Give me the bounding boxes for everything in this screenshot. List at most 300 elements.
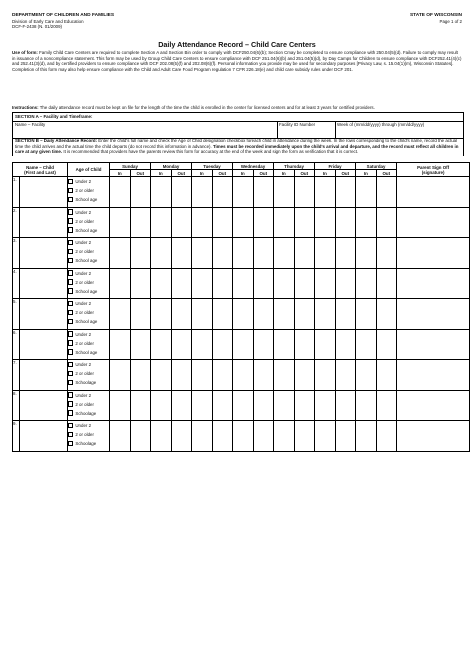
age-option-label: School age xyxy=(75,227,98,233)
age-option[interactable] xyxy=(68,360,109,369)
time-in-cell[interactable] xyxy=(274,177,295,208)
age-option-label: Under 2 xyxy=(75,179,92,184)
time-in-cell[interactable] xyxy=(356,329,377,360)
time-out-cell[interactable] xyxy=(335,390,356,421)
time-in-cell[interactable] xyxy=(233,238,254,269)
time-in-cell[interactable] xyxy=(356,360,377,391)
age-option[interactable] xyxy=(68,238,109,247)
age-option[interactable] xyxy=(68,308,109,317)
parent-sign-off-header-line2: (signature) xyxy=(421,169,445,175)
child-name-field[interactable] xyxy=(20,390,68,421)
age-option[interactable] xyxy=(68,348,109,357)
time-in-cell[interactable] xyxy=(151,329,172,360)
time-out-cell[interactable] xyxy=(212,421,233,452)
time-in-cell[interactable] xyxy=(356,299,377,330)
time-out-cell[interactable] xyxy=(212,177,233,208)
row-number: 8. xyxy=(13,390,20,421)
time-in-cell[interactable] xyxy=(315,177,336,208)
time-out-cell[interactable] xyxy=(130,329,151,360)
child-name-field[interactable] xyxy=(20,329,68,360)
time-in-cell[interactable] xyxy=(315,299,336,330)
time-out-cell[interactable] xyxy=(171,268,192,299)
time-in-cell[interactable] xyxy=(192,329,213,360)
time-out-cell[interactable] xyxy=(294,329,315,360)
time-in-cell[interactable] xyxy=(151,238,172,269)
age-option-label: School age xyxy=(75,197,98,202)
age-option[interactable] xyxy=(68,409,109,418)
time-in-cell[interactable] xyxy=(110,299,131,330)
time-in-header: In xyxy=(274,170,295,177)
child-row xyxy=(13,238,470,269)
time-in-cell[interactable] xyxy=(274,207,295,238)
age-option-label: School age xyxy=(75,349,98,355)
time-in-cell[interactable] xyxy=(151,177,172,208)
time-in-cell[interactable] xyxy=(192,238,213,269)
time-out-cell[interactable] xyxy=(294,360,315,391)
age-option-label: 2 or older xyxy=(75,401,94,407)
time-out-cell[interactable] xyxy=(253,238,274,269)
time-out-header: Out xyxy=(294,170,315,177)
time-in-cell[interactable] xyxy=(110,360,131,391)
time-out-header: Out xyxy=(130,170,151,177)
time-in-cell[interactable] xyxy=(315,390,336,421)
time-in-cell[interactable] xyxy=(233,329,254,360)
child-row xyxy=(13,207,470,238)
time-in-cell[interactable] xyxy=(151,421,172,452)
time-out-cell[interactable] xyxy=(335,299,356,330)
time-in-cell[interactable] xyxy=(110,268,131,299)
child-name-field[interactable] xyxy=(20,360,68,391)
age-of-child-options xyxy=(68,238,110,269)
age-checkbox[interactable] xyxy=(68,279,73,284)
time-in-cell[interactable] xyxy=(233,360,254,391)
use-of-form-text: Family Child Care Centers are required to complete Section A and Section Bin order to comply with DCF250.04(6)(b); Section Cmay be completed to ensure compliance with 250.04(5)(d). Failure to comply may result in issuance of a noncompliance statement. This form may be used by Group Child Care Centers to ensure compliance with DCF 251.04(6)(b) and 251.04(5)(d), by Day Camps for Children to ensure compliance with DCF252.41(4)(c) and 252.41(3)(d), and by certified providers to ensure compliance with DCF 202.08(5)(f) and 202.08(6)(f). Personal information you provide may be used for secondary purposes [Privacy Law, s. 15.04(1)(m), Wisconsin Statutes]. Completion of this form may also help ensure compliance with the Child and Adult Care Food Program regulation 7 CFR 226.18(e) and child care subsidy rules under DCF 201. xyxy=(12,50,462,73)
divider xyxy=(277,121,278,138)
age-option-label: 2 or older xyxy=(75,249,94,254)
time-in-cell[interactable] xyxy=(274,299,295,330)
age-option-label: School age xyxy=(75,319,98,324)
time-out-cell[interactable] xyxy=(335,177,356,208)
age-option[interactable] xyxy=(68,186,109,195)
age-of-child-options xyxy=(68,329,110,360)
age-of-child-options xyxy=(68,177,110,208)
row-number: 1. xyxy=(13,177,20,208)
age-option[interactable] xyxy=(68,439,109,448)
time-out-header: Out xyxy=(212,170,233,177)
age-option-label: 2 or older xyxy=(75,279,94,285)
time-in-header: In xyxy=(110,170,131,177)
time-out-cell[interactable] xyxy=(253,177,274,208)
age-checkbox[interactable] xyxy=(68,410,73,415)
time-out-header: Out xyxy=(253,170,274,177)
age-option-label: 2 or older xyxy=(75,432,94,437)
time-in-cell[interactable] xyxy=(356,390,377,421)
time-out-cell[interactable] xyxy=(171,390,192,421)
age-option[interactable] xyxy=(68,247,109,256)
age-checkbox[interactable] xyxy=(68,371,73,376)
child-row xyxy=(13,390,470,421)
attendance-grid xyxy=(12,162,470,452)
age-checkbox[interactable] xyxy=(68,349,73,354)
child-name-field[interactable] xyxy=(20,238,68,269)
age-checkbox[interactable] xyxy=(68,209,73,214)
time-in-cell[interactable] xyxy=(151,207,172,238)
age-option[interactable] xyxy=(68,269,109,278)
time-in-cell[interactable] xyxy=(233,390,254,421)
time-out-cell[interactable] xyxy=(376,238,397,269)
age-option-label: 2 or older xyxy=(75,310,94,315)
time-in-cell[interactable] xyxy=(110,390,131,421)
time-out-cell[interactable] xyxy=(212,207,233,238)
age-option[interactable] xyxy=(68,400,109,409)
parent-signature-field[interactable] xyxy=(397,207,470,238)
age-of-child-options xyxy=(68,360,110,391)
age-checkbox[interactable] xyxy=(68,362,73,367)
age-option[interactable] xyxy=(68,208,109,217)
page-number: Page 1 of 2 xyxy=(439,18,462,24)
instructions-text: The daily attendance record must be kept on file for the length of the time the child is enrolled in the center for licensed centers and for at least 3 years for certified providers. xyxy=(39,105,375,110)
age-option-label: Schoolage xyxy=(75,380,97,385)
time-in-cell[interactable] xyxy=(151,299,172,330)
age-of-child-options xyxy=(68,421,110,452)
time-out-cell[interactable] xyxy=(376,360,397,391)
parent-signature-field[interactable] xyxy=(397,177,470,208)
time-in-cell[interactable] xyxy=(274,268,295,299)
time-in-cell[interactable] xyxy=(315,268,336,299)
age-checkbox[interactable] xyxy=(68,441,73,446)
age-checkbox[interactable] xyxy=(68,340,73,345)
time-out-cell[interactable] xyxy=(335,421,356,452)
child-name-header-line1: Name – Child xyxy=(26,164,54,170)
instructions xyxy=(12,105,462,111)
age-option[interactable] xyxy=(68,317,109,326)
age-checkbox[interactable] xyxy=(68,392,73,397)
time-in-cell[interactable] xyxy=(356,238,377,269)
child-name-field[interactable] xyxy=(20,299,68,330)
age-checkbox[interactable] xyxy=(68,288,73,293)
time-in-cell[interactable] xyxy=(233,207,254,238)
time-out-cell[interactable] xyxy=(376,207,397,238)
form-title: Daily Attendance Record – Child Care Centers xyxy=(158,40,316,49)
time-out-cell[interactable] xyxy=(253,329,274,360)
time-in-cell[interactable] xyxy=(274,390,295,421)
time-in-cell[interactable] xyxy=(110,329,131,360)
time-in-cell[interactable] xyxy=(315,238,336,269)
section-b-label: SECTION B – Daily Attendance Record: xyxy=(15,138,98,143)
time-out-cell[interactable] xyxy=(253,268,274,299)
parent-signature-field[interactable] xyxy=(397,421,470,452)
state-name: STATE OF WISCONSIN xyxy=(409,13,462,18)
time-out-cell[interactable] xyxy=(376,390,397,421)
section-b-intro xyxy=(12,137,464,156)
age-option-label: Under 2 xyxy=(75,362,92,367)
age-option-label: Under 2 xyxy=(75,392,92,398)
age-option[interactable] xyxy=(68,256,109,265)
time-in-cell[interactable] xyxy=(274,421,295,452)
day-header: Saturday xyxy=(356,163,397,170)
age-option[interactable] xyxy=(68,226,109,235)
facility-name-field[interactable]: Name – Facility xyxy=(15,122,46,127)
age-checkbox[interactable] xyxy=(68,197,73,202)
time-out-cell[interactable] xyxy=(171,207,192,238)
time-in-cell[interactable] xyxy=(356,268,377,299)
time-in-cell[interactable] xyxy=(192,299,213,330)
time-in-cell[interactable] xyxy=(192,268,213,299)
age-option[interactable] xyxy=(68,330,109,339)
time-in-cell[interactable] xyxy=(233,299,254,330)
time-in-header: In xyxy=(356,170,377,177)
child-name-header xyxy=(13,163,68,177)
time-in-cell[interactable] xyxy=(315,421,336,452)
time-out-cell[interactable] xyxy=(171,329,192,360)
time-out-cell[interactable] xyxy=(294,177,315,208)
parent-sign-off-header-line1: Parent Sign Off xyxy=(417,164,450,170)
age-option[interactable] xyxy=(68,217,109,226)
age-of-child-header: Age of Child xyxy=(68,163,110,177)
time-out-cell[interactable] xyxy=(253,360,274,391)
time-out-cell[interactable] xyxy=(294,268,315,299)
row-number: 9. xyxy=(13,421,20,452)
time-out-cell[interactable] xyxy=(376,299,397,330)
time-out-cell[interactable] xyxy=(130,268,151,299)
time-in-cell[interactable] xyxy=(192,177,213,208)
time-in-cell[interactable] xyxy=(274,329,295,360)
age-option-label: Under 2 xyxy=(75,331,92,337)
age-checkbox[interactable] xyxy=(68,249,73,254)
time-in-cell[interactable] xyxy=(233,268,254,299)
time-in-cell[interactable] xyxy=(356,177,377,208)
parent-signature-field[interactable] xyxy=(397,238,470,269)
age-of-child-options xyxy=(68,299,110,330)
row-number: 3. xyxy=(13,238,20,269)
time-out-cell[interactable] xyxy=(171,299,192,330)
age-option-label: Under 2 xyxy=(75,209,92,215)
attendance-table xyxy=(12,162,470,452)
time-out-cell[interactable] xyxy=(294,238,315,269)
age-option[interactable] xyxy=(68,430,109,439)
age-option-label: 2 or older xyxy=(75,371,94,376)
age-of-child-options xyxy=(68,268,110,299)
time-in-cell[interactable] xyxy=(192,360,213,391)
time-out-header: Out xyxy=(335,170,356,177)
time-in-cell[interactable] xyxy=(274,238,295,269)
age-option[interactable] xyxy=(68,421,109,430)
time-out-cell[interactable] xyxy=(253,299,274,330)
child-row xyxy=(13,177,470,208)
time-in-cell[interactable] xyxy=(151,360,172,391)
age-option-label: Under 2 xyxy=(75,270,92,276)
row-number: 7. xyxy=(13,360,20,391)
use-of-form xyxy=(12,50,462,73)
age-checkbox[interactable] xyxy=(68,218,73,223)
row-number: 5. xyxy=(13,299,20,330)
time-in-cell[interactable] xyxy=(315,207,336,238)
time-in-header: In xyxy=(315,170,336,177)
time-in-cell[interactable] xyxy=(356,207,377,238)
parent-signature-field[interactable] xyxy=(397,268,470,299)
time-in-header: In xyxy=(151,170,172,177)
time-in-header: In xyxy=(192,170,213,177)
time-out-cell[interactable] xyxy=(294,207,315,238)
age-checkbox[interactable] xyxy=(68,240,73,245)
age-option[interactable] xyxy=(68,299,109,308)
day-header: Thursday xyxy=(274,163,315,170)
parent-sign-off-header xyxy=(397,163,470,177)
age-option-label: 2 or older xyxy=(75,218,94,224)
day-header: Friday xyxy=(315,163,356,170)
row-number: 4. xyxy=(13,268,20,299)
parent-signature-field[interactable] xyxy=(397,360,470,391)
age-checkbox[interactable] xyxy=(68,179,73,184)
time-in-cell[interactable] xyxy=(192,421,213,452)
time-out-header: Out xyxy=(376,170,397,177)
time-in-cell[interactable] xyxy=(110,207,131,238)
parent-signature-field[interactable] xyxy=(397,390,470,421)
time-out-cell[interactable] xyxy=(130,360,151,391)
form-header xyxy=(12,13,462,43)
child-row xyxy=(13,360,470,391)
time-out-cell[interactable] xyxy=(130,421,151,452)
time-out-cell[interactable] xyxy=(294,299,315,330)
time-out-cell[interactable] xyxy=(130,238,151,269)
time-out-cell[interactable] xyxy=(212,268,233,299)
time-in-cell[interactable] xyxy=(151,390,172,421)
child-name-field[interactable] xyxy=(20,421,68,452)
child-name-field[interactable] xyxy=(20,268,68,299)
use-of-form-label: Use of form: xyxy=(12,50,38,55)
age-option-label: Under 2 xyxy=(75,301,92,306)
time-out-cell[interactable] xyxy=(130,207,151,238)
age-option[interactable] xyxy=(68,177,109,186)
facility-id-field[interactable]: Facility ID Number xyxy=(279,122,316,127)
age-option-label: School age xyxy=(75,258,98,263)
time-in-cell[interactable] xyxy=(274,360,295,391)
form-number: DCF-F-2438 (N. 01/2009) xyxy=(12,24,63,30)
time-out-header: Out xyxy=(171,170,192,177)
time-out-cell[interactable] xyxy=(294,421,315,452)
age-option[interactable] xyxy=(68,391,109,400)
age-option-label: 2 or older xyxy=(75,188,94,193)
time-in-cell[interactable] xyxy=(151,268,172,299)
age-option[interactable] xyxy=(68,339,109,348)
time-out-cell[interactable] xyxy=(171,360,192,391)
age-option[interactable] xyxy=(68,278,109,287)
age-checkbox[interactable] xyxy=(68,432,73,437)
time-out-cell[interactable] xyxy=(376,268,397,299)
age-option[interactable] xyxy=(68,287,109,296)
time-in-cell[interactable] xyxy=(110,177,131,208)
time-in-cell[interactable] xyxy=(110,421,131,452)
time-in-cell[interactable] xyxy=(315,360,336,391)
time-out-cell[interactable] xyxy=(212,390,233,421)
divider xyxy=(335,121,336,138)
age-checkbox[interactable] xyxy=(68,301,73,306)
parent-signature-field[interactable] xyxy=(397,299,470,330)
time-out-cell[interactable] xyxy=(171,238,192,269)
time-in-cell[interactable] xyxy=(192,207,213,238)
section-b-text-2: It is recommended that providers have the parents review this form for accuracy at the end of the week and sign the form as verification that it is correct. xyxy=(63,149,359,155)
week-range-field[interactable]: Week of (mm/dd/yyyy) through (mm/dd/yyyy) xyxy=(337,122,425,127)
time-out-cell[interactable] xyxy=(212,238,233,269)
time-out-cell[interactable] xyxy=(130,390,151,421)
child-name-field[interactable] xyxy=(20,177,68,208)
age-option[interactable] xyxy=(68,195,109,204)
time-out-cell[interactable] xyxy=(294,390,315,421)
time-out-cell[interactable] xyxy=(253,207,274,238)
age-option-label: School age xyxy=(75,288,98,294)
time-out-cell[interactable] xyxy=(376,329,397,360)
age-checkbox[interactable] xyxy=(68,188,73,193)
time-out-cell[interactable] xyxy=(335,268,356,299)
age-checkbox[interactable] xyxy=(68,270,73,275)
age-option-label: Under 2 xyxy=(75,240,92,245)
time-out-cell[interactable] xyxy=(335,207,356,238)
time-out-cell[interactable] xyxy=(212,360,233,391)
state-block xyxy=(410,13,462,24)
age-checkbox[interactable] xyxy=(68,310,73,315)
age-option-label: Schoolage xyxy=(75,441,97,446)
time-out-cell[interactable] xyxy=(335,329,356,360)
age-option-label: Schoolage xyxy=(75,410,97,416)
time-out-cell[interactable] xyxy=(376,177,397,208)
time-in-cell[interactable] xyxy=(192,390,213,421)
age-option-label: 2 or older xyxy=(75,340,94,346)
age-checkbox[interactable] xyxy=(68,423,73,428)
child-name-field[interactable] xyxy=(20,207,68,238)
section-a-heading: SECTION A – Facility and Timeframe: xyxy=(15,114,93,119)
time-out-cell[interactable] xyxy=(212,299,233,330)
age-of-child-options xyxy=(68,207,110,238)
child-row xyxy=(13,421,470,452)
age-checkbox[interactable] xyxy=(68,380,73,385)
time-out-cell[interactable] xyxy=(171,421,192,452)
time-out-cell[interactable] xyxy=(130,177,151,208)
time-in-header: In xyxy=(233,170,254,177)
child-name-header-line2: (First and Last) xyxy=(24,169,56,175)
time-in-cell[interactable] xyxy=(110,238,131,269)
age-checkbox[interactable] xyxy=(68,401,73,406)
time-out-cell[interactable] xyxy=(253,390,274,421)
age-checkbox[interactable] xyxy=(68,258,73,263)
age-option-label: Under 2 xyxy=(75,423,92,428)
time-out-cell[interactable] xyxy=(335,238,356,269)
time-out-cell[interactable] xyxy=(253,421,274,452)
section-a xyxy=(12,112,464,139)
time-in-cell[interactable] xyxy=(315,329,336,360)
age-checkbox[interactable] xyxy=(68,227,73,232)
time-out-cell[interactable] xyxy=(171,177,192,208)
age-option[interactable] xyxy=(68,378,109,387)
time-in-cell[interactable] xyxy=(233,177,254,208)
age-checkbox[interactable] xyxy=(68,331,73,336)
agency-block xyxy=(12,13,114,30)
time-out-cell[interactable] xyxy=(335,360,356,391)
day-header: Sunday xyxy=(110,163,151,170)
day-header: Wednesday xyxy=(233,163,274,170)
time-in-cell[interactable] xyxy=(233,421,254,452)
row-number: 2. xyxy=(13,207,20,238)
section-b-text-1: Enter the child's full name and check the Age of Child designation checkbox foreach child in attendance during the week. In the rows corresponding to the child's name, record the actual time the child arrives and the actual time the child departs (do not record this information in advance). xyxy=(15,138,458,149)
time-in-cell[interactable] xyxy=(356,421,377,452)
day-header: Tuesday xyxy=(192,163,233,170)
age-option[interactable] xyxy=(68,369,109,378)
time-out-cell[interactable] xyxy=(130,299,151,330)
time-out-cell[interactable] xyxy=(212,329,233,360)
time-out-cell[interactable] xyxy=(376,421,397,452)
parent-signature-field[interactable] xyxy=(397,329,470,360)
age-checkbox[interactable] xyxy=(68,319,73,324)
row-number: 6. xyxy=(13,329,20,360)
